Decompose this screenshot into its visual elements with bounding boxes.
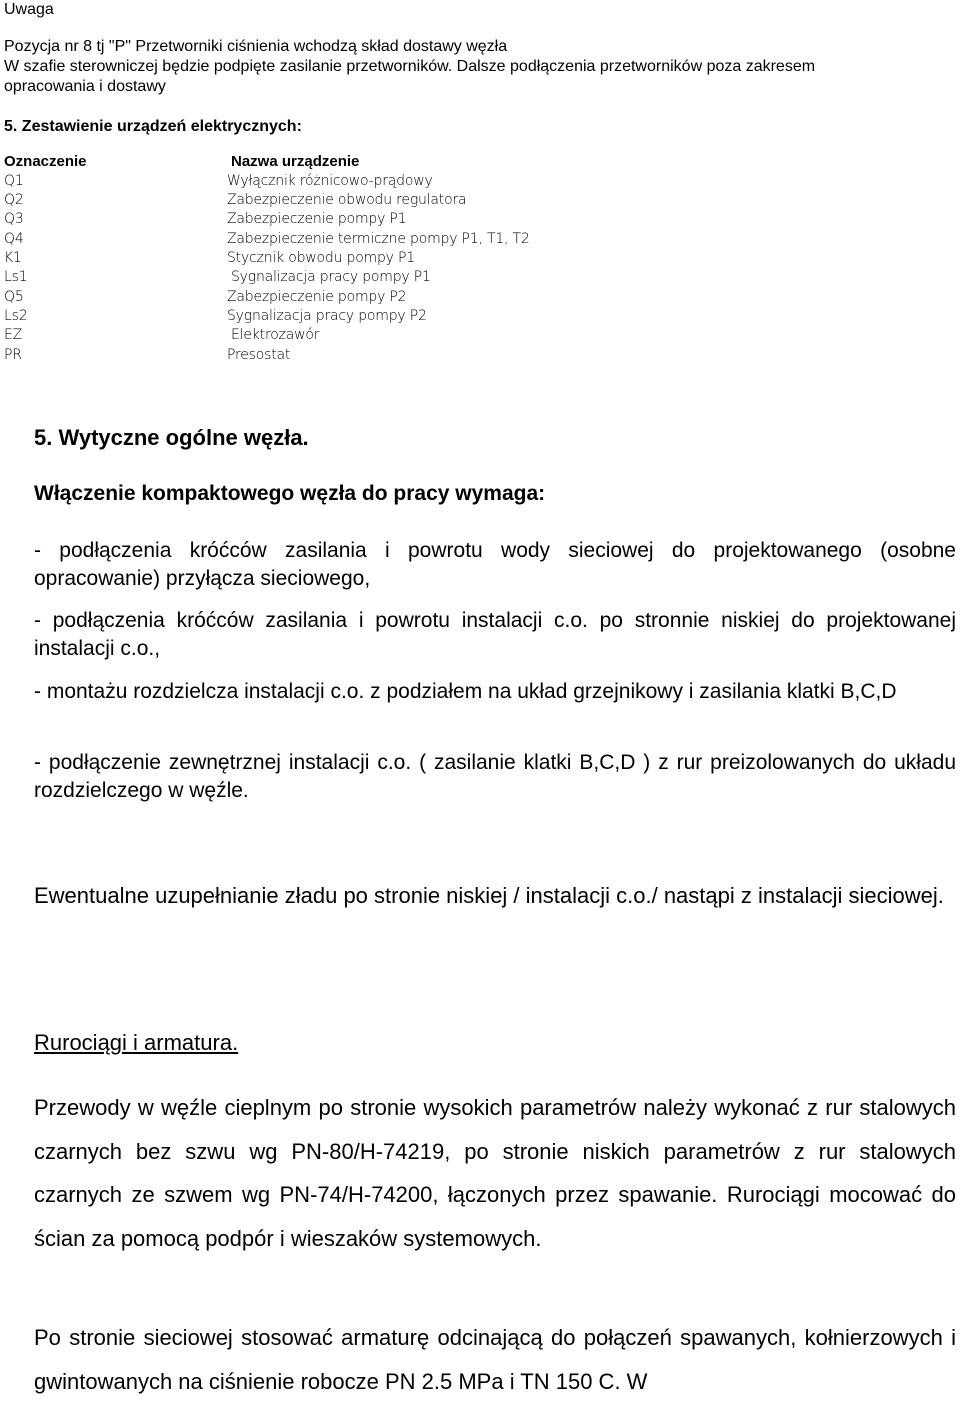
device-name: Zabezpieczenie obwodu regulatora xyxy=(227,192,467,208)
device-code: PR xyxy=(4,347,22,363)
device-name: Presostat xyxy=(227,347,291,363)
device-name: Elektrozawór xyxy=(231,327,320,343)
col-header-code: Oznaczenie xyxy=(4,153,87,170)
device-name: Stycznik obwodu pompy P1 xyxy=(227,250,415,266)
guidelines-subheading: Włączenie kompaktowego węzła do pracy wymaga: xyxy=(34,482,546,505)
guidelines-heading: 5. Wytyczne ogólne węzła. xyxy=(34,425,309,450)
device-code: EZ xyxy=(4,327,23,343)
guideline-item: - montażu rozdzielcza instalacji c.o. z podziałem na układ grzejnikowy i zasilania klatki B,C,D xyxy=(34,680,897,703)
device-code: Q2 xyxy=(4,192,24,208)
guideline-item: - podłączenia króćców zasilania i powrotu instalacji c.o. po stronnie niskiej do projektowanej instalacji c.o., xyxy=(34,609,956,660)
piping-paragraph-1: Przewody w węźle cieplnym po stronie wysokich parametrów należy wykonać z rur stalowych czarnych bez szwu wg PN-80/H-74219, po stronie niskich parametrów z rur stalowych czarnych ze szwem wg PN-74/H-74200, łączonych przez spawanie. Rurociągi mocować do ścian za pomocą podpór i wieszaków systemowych. xyxy=(34,1095,956,1251)
guideline-item: - podłączenie zewnętrznej instalacji c.o. ( zasilanie klatki B,C,D ) z rur preizolowanych do układu rozdzielczego w węźle. xyxy=(34,751,956,802)
guideline-item: - podłączenia króćców zasilania i powrotu wody sieciowej do projektowanego (osobne opracowanie) przyłącza sieciowego, xyxy=(34,539,956,590)
device-code: Ls2 xyxy=(4,308,28,324)
device-name: Sygnalizacja pracy pompy P2 xyxy=(227,308,427,324)
device-code: Q3 xyxy=(4,211,24,227)
device-code: Q4 xyxy=(4,231,24,247)
note-line-2: W szafie sterowniczej będzie podpięte zasilanie przetworników. Dalsze podłączenia przetworników poza zakresem xyxy=(4,58,816,75)
note-line-1: Pozycja nr 8 tj "P" Przetworniki ciśnienia wchodzą skład dostawy węzła xyxy=(4,38,508,55)
piping-heading: Rurociągi i armatura. xyxy=(34,1030,239,1055)
refill-paragraph: Ewentualne uzupełnianie zładu po stronie niskiej / instalacji c.o./ nastąpi z instalacji sieciowej. xyxy=(34,883,944,908)
device-code: Q5 xyxy=(4,289,24,305)
devices-heading: 5. Zestawienie urządzeń elektrycznych: xyxy=(4,118,302,135)
device-name: Zabezpieczenie termiczne pompy P1, T1, T2 xyxy=(227,231,530,247)
col-header-name: Nazwa urządzenie xyxy=(231,153,360,170)
device-name: Zabezpieczenie pompy P2 xyxy=(227,289,407,305)
device-code: Ls1 xyxy=(4,269,28,285)
device-name: Zabezpieczenie pompy P1 xyxy=(227,211,407,227)
piping-paragraph-2: Po stronie sieciowej stosować armaturę odcinającą do połączeń spawanych, kołnierzowych i gwintowanych na ciśnienie robocze PN 2.5 MPa i TN 150 C. W xyxy=(34,1325,956,1394)
device-name: Sygnalizacja pracy pompy P1 xyxy=(231,269,431,285)
device-code: K1 xyxy=(4,250,22,266)
device-code: Q1 xyxy=(4,173,24,189)
device-name: Wyłącznik różnicowo-prądowy xyxy=(227,173,433,189)
note-heading: Uwaga xyxy=(4,1,54,18)
note-line-3: opracowania i dostawy xyxy=(4,78,166,95)
